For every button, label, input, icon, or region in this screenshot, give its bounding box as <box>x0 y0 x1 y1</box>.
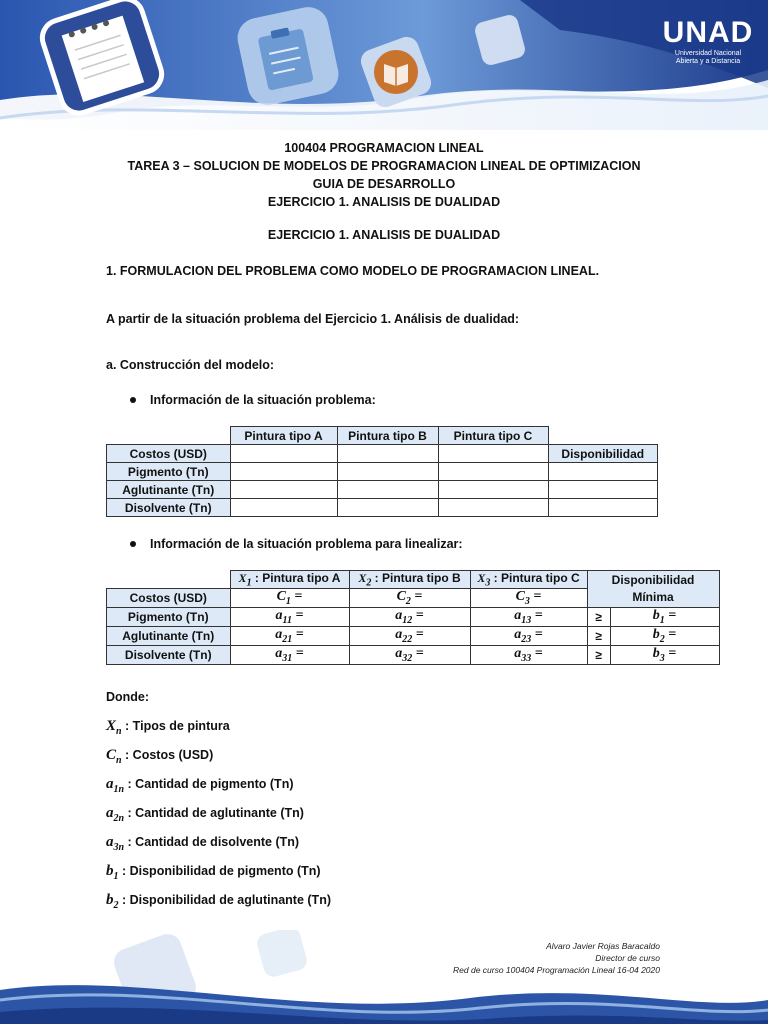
row-header: Costos (USD) <box>107 589 231 608</box>
section-heading: 1. FORMULACION DEL PROBLEMA COMO MODELO DE PROGRAMACION LINEAL. <box>106 264 600 278</box>
definition-text: : Disponibilidad de pigmento (Tn) <box>118 864 321 878</box>
definition-item <box>106 834 299 853</box>
math-symbol: $C_3$ <box>515 589 530 608</box>
coef-cell: $a_{33}$ = <box>470 645 587 664</box>
math-symbol: $a_{11}$ <box>275 608 292 626</box>
math-symbol: $a_{23}$ <box>514 626 532 645</box>
coef-cell: $a_{12}$ = <box>349 608 470 627</box>
table-cell <box>438 463 548 481</box>
coef-cell: $a_{22}$ = <box>349 626 470 645</box>
part-a-heading: a. Construcción del modelo: <box>106 358 275 372</box>
definition-text: : Cantidad de pigmento (Tn) <box>124 777 294 791</box>
table-cell <box>337 481 438 499</box>
gte-sign: ≥ <box>587 645 610 664</box>
math-symbol: $a_{33}$ <box>514 645 532 664</box>
column-header: $X_1$ : Pintura tipo A <box>230 571 349 589</box>
column-header: $X_2$ : Pintura tipo B <box>349 571 470 589</box>
definition-text: : Cantidad de disolvente (Tn) <box>124 835 300 849</box>
rhs-cell: $b_1$ = <box>610 608 719 627</box>
book-icon <box>374 50 418 94</box>
table-cell <box>337 445 438 463</box>
math-symbol: $X_2$ <box>358 571 372 589</box>
table-cell <box>438 445 548 463</box>
math-symbol: $X_3$ <box>477 571 491 589</box>
table-corner <box>548 427 658 445</box>
math-symbol: $a_{13}$ <box>514 608 532 626</box>
task-title: TAREA 3 – SOLUCION DE MODELOS DE PROGRAMACION LINEAL DE OPTIMIZACION <box>127 159 641 173</box>
document-titles <box>0 139 768 211</box>
coef-cell: $a_{23}$ = <box>470 626 587 645</box>
intro-text: A partir de la situación problema del Ejercicio 1. Análisis de dualidad: <box>106 312 520 326</box>
cost-cell: $C_2$ = <box>349 589 470 608</box>
row-header: Disolvente (Tn) <box>107 645 231 664</box>
column-header: Pintura tipo B <box>337 427 438 445</box>
course-title: 100404 PROGRAMACION LINEAL <box>284 141 484 155</box>
math-symbol: $X_1$ <box>238 571 252 589</box>
math-symbol: $a_{22}$ <box>395 626 413 645</box>
course-network: Red de curso 100404 Programación Lineal 16-04 2020 <box>453 965 660 975</box>
bullet-text: Información de la situación problema: <box>150 393 376 407</box>
table-cell <box>548 481 658 499</box>
bullet-text: Información de la situación problema para linealizar: <box>150 537 463 551</box>
header-banner <box>0 0 768 130</box>
table-cell <box>230 499 337 517</box>
definition-item <box>106 805 304 824</box>
math-symbol: $X_n$ <box>106 718 122 737</box>
row-header: Costos (USD) <box>107 445 231 463</box>
math-symbol: $C_n$ <box>106 747 122 766</box>
row-header: Aglutinante (Tn) <box>107 626 231 645</box>
definition-text: : Tipos de pintura <box>121 719 230 733</box>
definition-item <box>106 863 321 882</box>
table-cell <box>548 499 658 517</box>
math-symbol: $b_1$ <box>652 608 665 626</box>
author-role: Director de curso <box>595 953 660 963</box>
logo-line-2: Abierta y a Distancia <box>675 58 741 65</box>
definition-item <box>106 747 213 766</box>
math-symbol: $b_2$ <box>652 626 665 645</box>
math-symbol: $a_{1n}$ <box>106 776 125 795</box>
table-cell <box>438 481 548 499</box>
cost-cell: $C_1$ = <box>230 589 349 608</box>
definition-item <box>106 776 294 795</box>
definition-text: : Disponibilidad de aglutinante (Tn) <box>118 893 331 907</box>
logo-line-1: Universidad Nacional <box>674 50 742 57</box>
coef-cell: $a_{21}$ = <box>230 626 349 645</box>
exercise-title: EJERCICIO 1. ANALISIS DE DUALIDAD <box>267 195 501 209</box>
column-header: Pintura tipo C <box>438 427 548 445</box>
math-symbol: $C_2$ <box>396 589 411 608</box>
coef-cell: $a_{31}$ = <box>230 645 349 664</box>
math-symbol: $C_1$ <box>276 589 291 608</box>
row-header: Pigmento (Tn) <box>107 463 231 481</box>
math-symbol: $a_{32}$ <box>395 645 413 664</box>
table-cell <box>548 463 658 481</box>
math-symbol: $b_2$ <box>106 892 119 911</box>
table-cell <box>337 499 438 517</box>
definition-text: : Costos (USD) <box>121 748 214 762</box>
donde-label: Donde: <box>106 690 150 704</box>
guide-title: GUIA DE DESARROLLO <box>312 177 456 191</box>
rhs-cell: $b_3$ = <box>610 645 719 664</box>
coef-cell: $a_{11}$ = <box>230 608 349 627</box>
table-corner <box>107 427 231 445</box>
linearize-table <box>106 570 720 665</box>
bullet-dot <box>130 397 136 403</box>
banner-graphic <box>0 0 768 130</box>
unad-logo <box>658 4 758 78</box>
math-symbol: $b_1$ <box>106 863 119 882</box>
definition-text: : Cantidad de aglutinante (Tn) <box>124 806 304 820</box>
math-symbol: $a_{12}$ <box>395 608 413 626</box>
author-name: Alvaro Javier Rojas Baracaldo <box>546 941 660 951</box>
table-cell <box>337 463 438 481</box>
gte-sign: ≥ <box>587 608 610 627</box>
footer-signature <box>453 940 660 976</box>
exercise-heading: EJERCICIO 1. ANALISIS DE DUALIDAD <box>267 228 501 242</box>
definition-item <box>106 892 331 911</box>
column-header: Pintura tipo A <box>230 427 337 445</box>
table-cell <box>230 463 337 481</box>
logo-mark: UNAD <box>662 16 754 49</box>
column-header: $X_3$ : Pintura tipo C <box>470 571 587 589</box>
cost-cell: $C_3$ = <box>470 589 587 608</box>
problem-info-table <box>106 426 658 517</box>
table-cell <box>230 481 337 499</box>
coef-cell: $a_{32}$ = <box>349 645 470 664</box>
math-symbol: $a_{2n}$ <box>106 805 125 824</box>
bullet-linearize <box>130 537 463 551</box>
coef-cell: $a_{13}$ = <box>470 608 587 627</box>
math-symbol: $a_{31}$ <box>275 645 293 664</box>
math-symbol: $a_{21}$ <box>275 626 293 645</box>
table-cell <box>230 445 337 463</box>
table-corner <box>107 571 231 589</box>
bullet-info <box>130 393 376 407</box>
math-symbol: $b_3$ <box>652 645 665 664</box>
gte-sign: ≥ <box>587 626 610 645</box>
row-header: Disolvente (Tn) <box>107 499 231 517</box>
bullet-dot <box>130 541 136 547</box>
availability-header: Disponibilidad Mínima <box>587 571 719 608</box>
rhs-cell: $b_2$ = <box>610 626 719 645</box>
table-cell <box>438 499 548 517</box>
math-symbol: $a_{3n}$ <box>106 834 125 853</box>
definition-item <box>106 718 230 737</box>
row-header: Aglutinante (Tn) <box>107 481 231 499</box>
availability-header: Disponibilidad <box>548 445 658 463</box>
row-header: Pigmento (Tn) <box>107 608 231 627</box>
